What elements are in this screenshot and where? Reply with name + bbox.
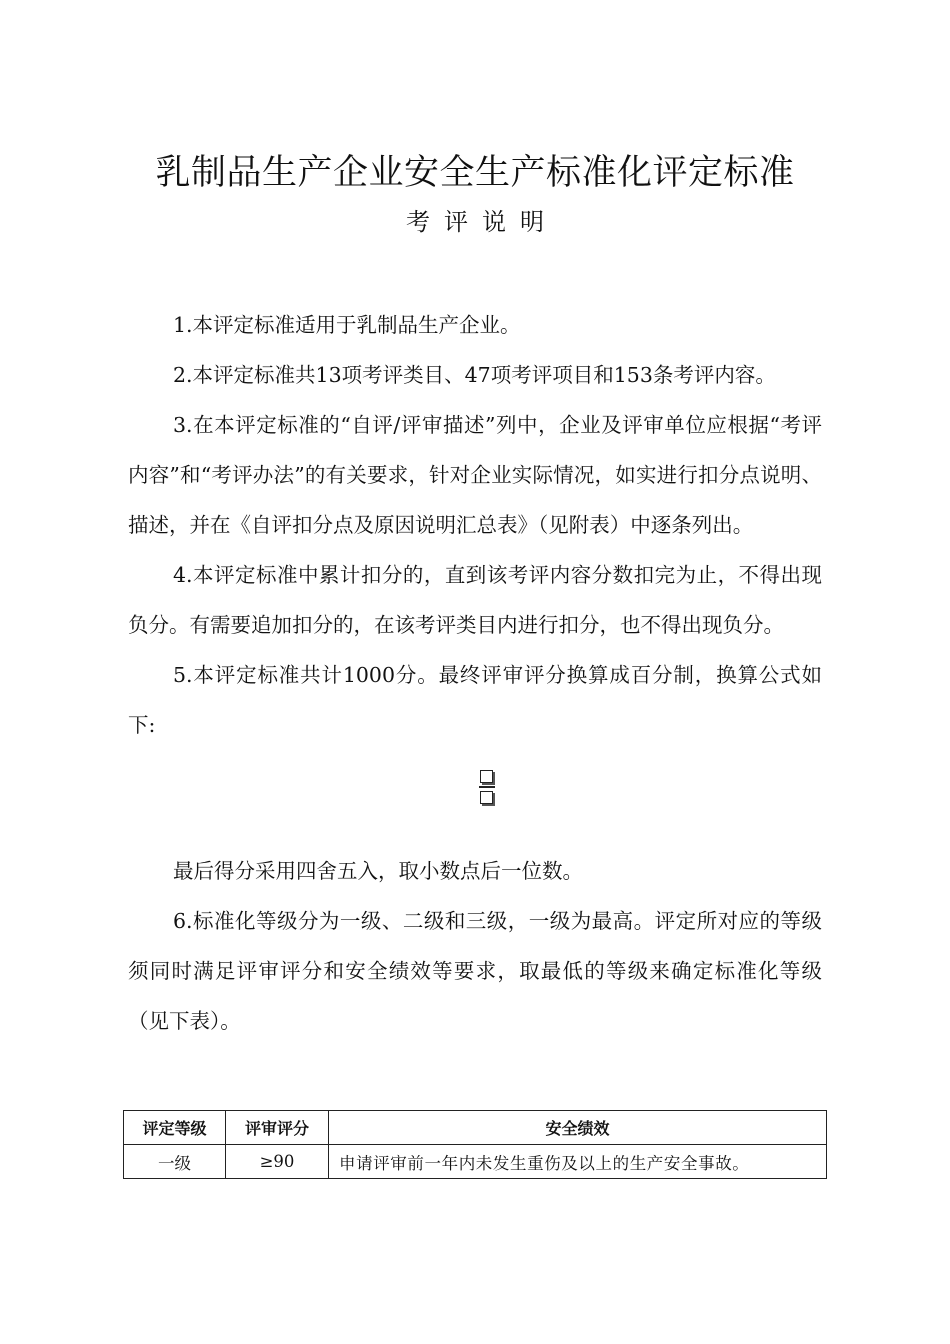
paragraph-2: 2.本评定标准共13项考评类目、47项考评项目和153条考评内容。: [173, 363, 776, 387]
document-body: [128, 300, 822, 1046]
paragraph-4: 4.本评定标准中累计扣分的，直到该考评内容分数扣完为止，不得出现负分。有需要追加扣分的，在该考评类目内进行扣分，也不得出现负分。: [128, 563, 822, 637]
document-subtitle: 考评说明: [406, 208, 558, 236]
cell-score: ≥90: [226, 1145, 329, 1179]
paragraph-5: 5.本评定标准共计1000分。最终评审评分换算成百分制，换算公式如下:: [128, 663, 822, 737]
document-title: 乳制品生产企业安全生产标准化评定标准: [155, 153, 795, 193]
table-header-row: [124, 1111, 827, 1145]
table-row: [124, 1145, 827, 1179]
paragraph-1: 1.本评定标准适用于乳制品生产企业。: [173, 313, 521, 337]
formula-area: [128, 750, 822, 846]
cell-safety: 申请评审前一年内未发生重伤及以上的生产安全事故。: [329, 1145, 827, 1179]
grade-table: [123, 1110, 827, 1179]
paragraph-3: 3.在本评定标准的“自评/评审描述”列中，企业及评审单位应根据“考评内容”和“考评办法”的有关要求，针对企业实际情况，如实进行扣分点说明、描述，并在《自评扣分点及原因说明汇总表》（见附表）中逐条列出。: [128, 413, 822, 537]
paragraph-6: 6.标准化等级分为一级、二级和三级，一级为最高。评定所对应的等级须同时满足评审评分和安全绩效等要求，取最低的等级来确定标准化等级（见下表）。: [128, 909, 822, 1033]
cell-grade: 一级: [124, 1145, 226, 1179]
formula-placeholder-icon: [480, 770, 496, 807]
paragraph-rounding: 最后得分采用四舍五入，取小数点后一位数。: [173, 859, 583, 883]
header-score: 评审评分: [226, 1111, 329, 1145]
header-grade: 评定等级: [124, 1111, 226, 1145]
header-safety: 安全绩效: [329, 1111, 827, 1145]
